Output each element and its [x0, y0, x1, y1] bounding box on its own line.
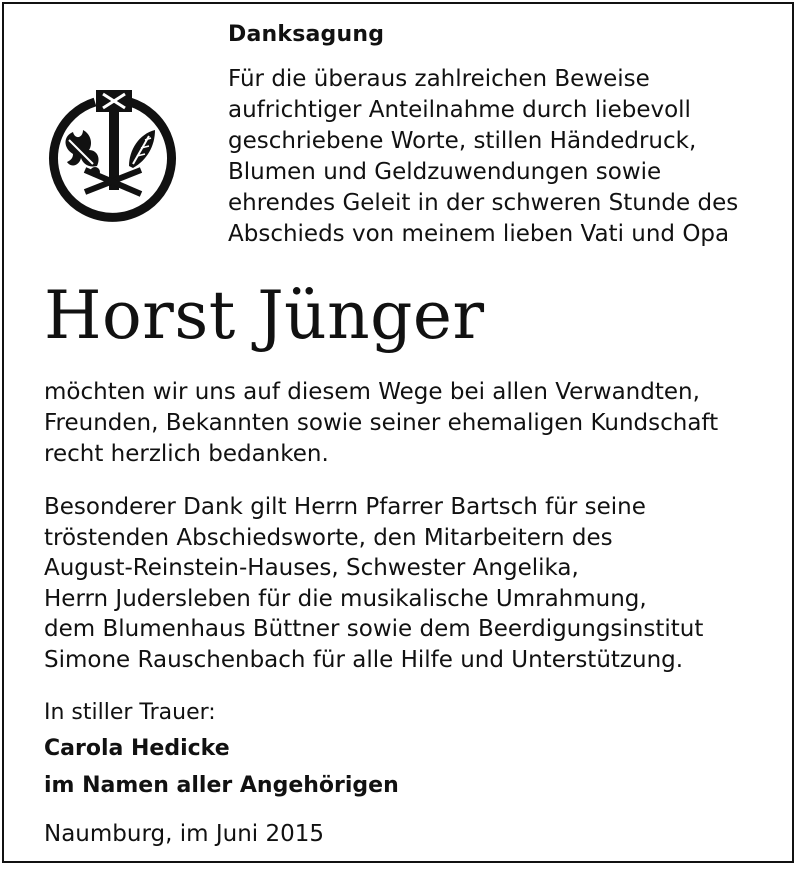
intro-paragraph [228, 64, 788, 250]
intro-line: Blumen und Geldzuwendungen sowie [228, 159, 662, 185]
place-date: Naumburg, im Juni 2015 [44, 821, 325, 847]
special-thanks-line: August-Reinstein-Hauses, Schwester Angelika, [44, 555, 579, 581]
thanks-line: Freunden, Bekannten sowie seiner ehemaligen Kundschaft [44, 410, 719, 436]
special-thanks-line: dem Blumenhaus Büttner sowie dem Beerdigungsinstitut [44, 616, 704, 642]
special-thanks-paragraph [44, 492, 784, 675]
intro-line: ehrendes Geleit in der schweren Stunde des [228, 190, 739, 216]
special-thanks-line: Simone Rauschenbach für alle Hilfe und Unterstützung. [44, 646, 684, 673]
thanks-line: recht herzlich bedanken. [44, 441, 329, 467]
special-thanks-line: Herrn Judersleben für die musikalische Umrahmung, [44, 585, 647, 612]
mourning-label: In stiller Trauer: [44, 700, 216, 725]
signer-name: Carola Hedicke [44, 736, 230, 761]
intro-line: aufrichtiger Anteilnahme durch liebevoll [228, 97, 691, 123]
intro-line: Abschieds von meinem lieben Vati und Opa [228, 221, 730, 247]
deceased-name: Horst Jünger [44, 277, 485, 354]
special-thanks-line: Besonderer Dank gilt Herrn Pfarrer Bartsch für seine [44, 494, 646, 520]
intro-line: geschriebene Worte, stillen Händedruck, [228, 128, 697, 154]
thanks-line: möchten wir uns auf diesem Wege bei allen Verwandten, [44, 379, 700, 405]
notice-heading: Danksagung [228, 22, 385, 47]
thanks-paragraph [44, 377, 784, 470]
intro-line: Für die überaus zahlreichen Beweise [228, 66, 650, 92]
signer-note: im Namen aller Angehörigen [44, 773, 399, 798]
miners-hammer-oak-leaf-emblem-icon [45, 90, 180, 225]
special-thanks-line: tröstenden Abschiedsworte, den Mitarbeitern des [44, 524, 613, 551]
